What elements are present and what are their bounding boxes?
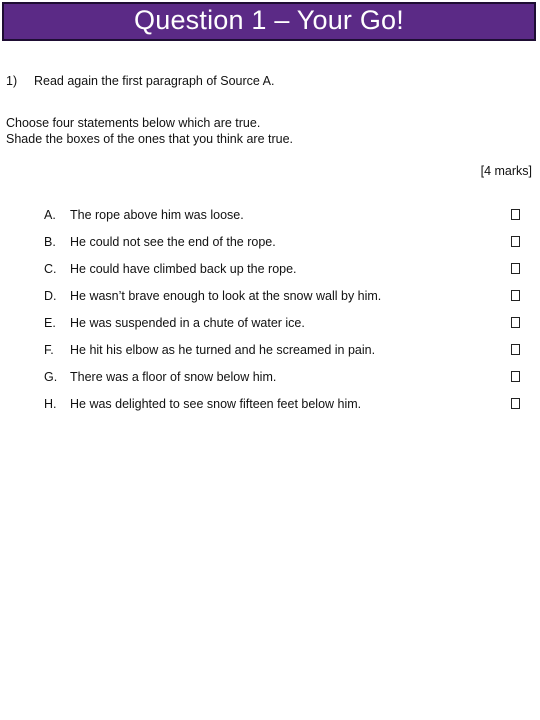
option-a-checkbox[interactable] <box>511 209 520 220</box>
option-letter: H. <box>44 397 57 411</box>
instructions <box>6 115 293 147</box>
option-letter: A. <box>44 208 56 222</box>
option-h <box>0 395 540 413</box>
option-e <box>0 314 540 332</box>
question-number: 1) <box>6 74 18 88</box>
option-text: He was suspended in a chute of water ice. <box>70 316 305 330</box>
option-h-checkbox[interactable] <box>511 398 520 409</box>
option-text: He wasn’t brave enough to look at the snow wall by him. <box>70 289 382 303</box>
option-f-checkbox[interactable] <box>511 344 520 355</box>
option-d-checkbox[interactable] <box>511 290 520 301</box>
option-letter: F. <box>44 343 54 357</box>
option-text: He hit his elbow as he turned and he screamed in pain. <box>70 343 376 357</box>
option-b <box>0 233 540 251</box>
option-letter: C. <box>44 262 57 276</box>
option-letter: B. <box>44 235 56 249</box>
option-letter: E. <box>44 316 56 330</box>
option-text: The rope above him was loose. <box>70 208 244 222</box>
title-banner <box>2 2 536 41</box>
option-d <box>0 287 540 305</box>
option-e-checkbox[interactable] <box>511 317 520 328</box>
option-g-checkbox[interactable] <box>511 371 520 382</box>
option-letter: G. <box>44 370 58 384</box>
page-title: Question 1 – Your Go! <box>134 5 404 35</box>
option-c <box>0 260 540 278</box>
option-letter: D. <box>44 289 57 303</box>
option-f <box>0 341 540 359</box>
option-text: He could have climbed back up the rope. <box>70 262 297 276</box>
option-c-checkbox[interactable] <box>511 263 520 274</box>
option-b-checkbox[interactable] <box>511 236 520 247</box>
option-text: He could not see the end of the rope. <box>70 235 276 249</box>
option-text: He was delighted to see snow fifteen feet below him. <box>70 397 362 411</box>
option-text: There was a floor of snow below him. <box>70 370 277 384</box>
option-a <box>0 206 540 224</box>
marks-label: [4 marks] <box>480 164 532 178</box>
question-text: Read again the first paragraph of Source A. <box>34 74 275 88</box>
instruction-line-1: Choose four statements below which are true. <box>6 116 261 130</box>
option-g <box>0 368 540 386</box>
question-prompt <box>6 73 274 89</box>
instruction-line-2: Shade the boxes of the ones that you think are true. <box>6 132 293 146</box>
